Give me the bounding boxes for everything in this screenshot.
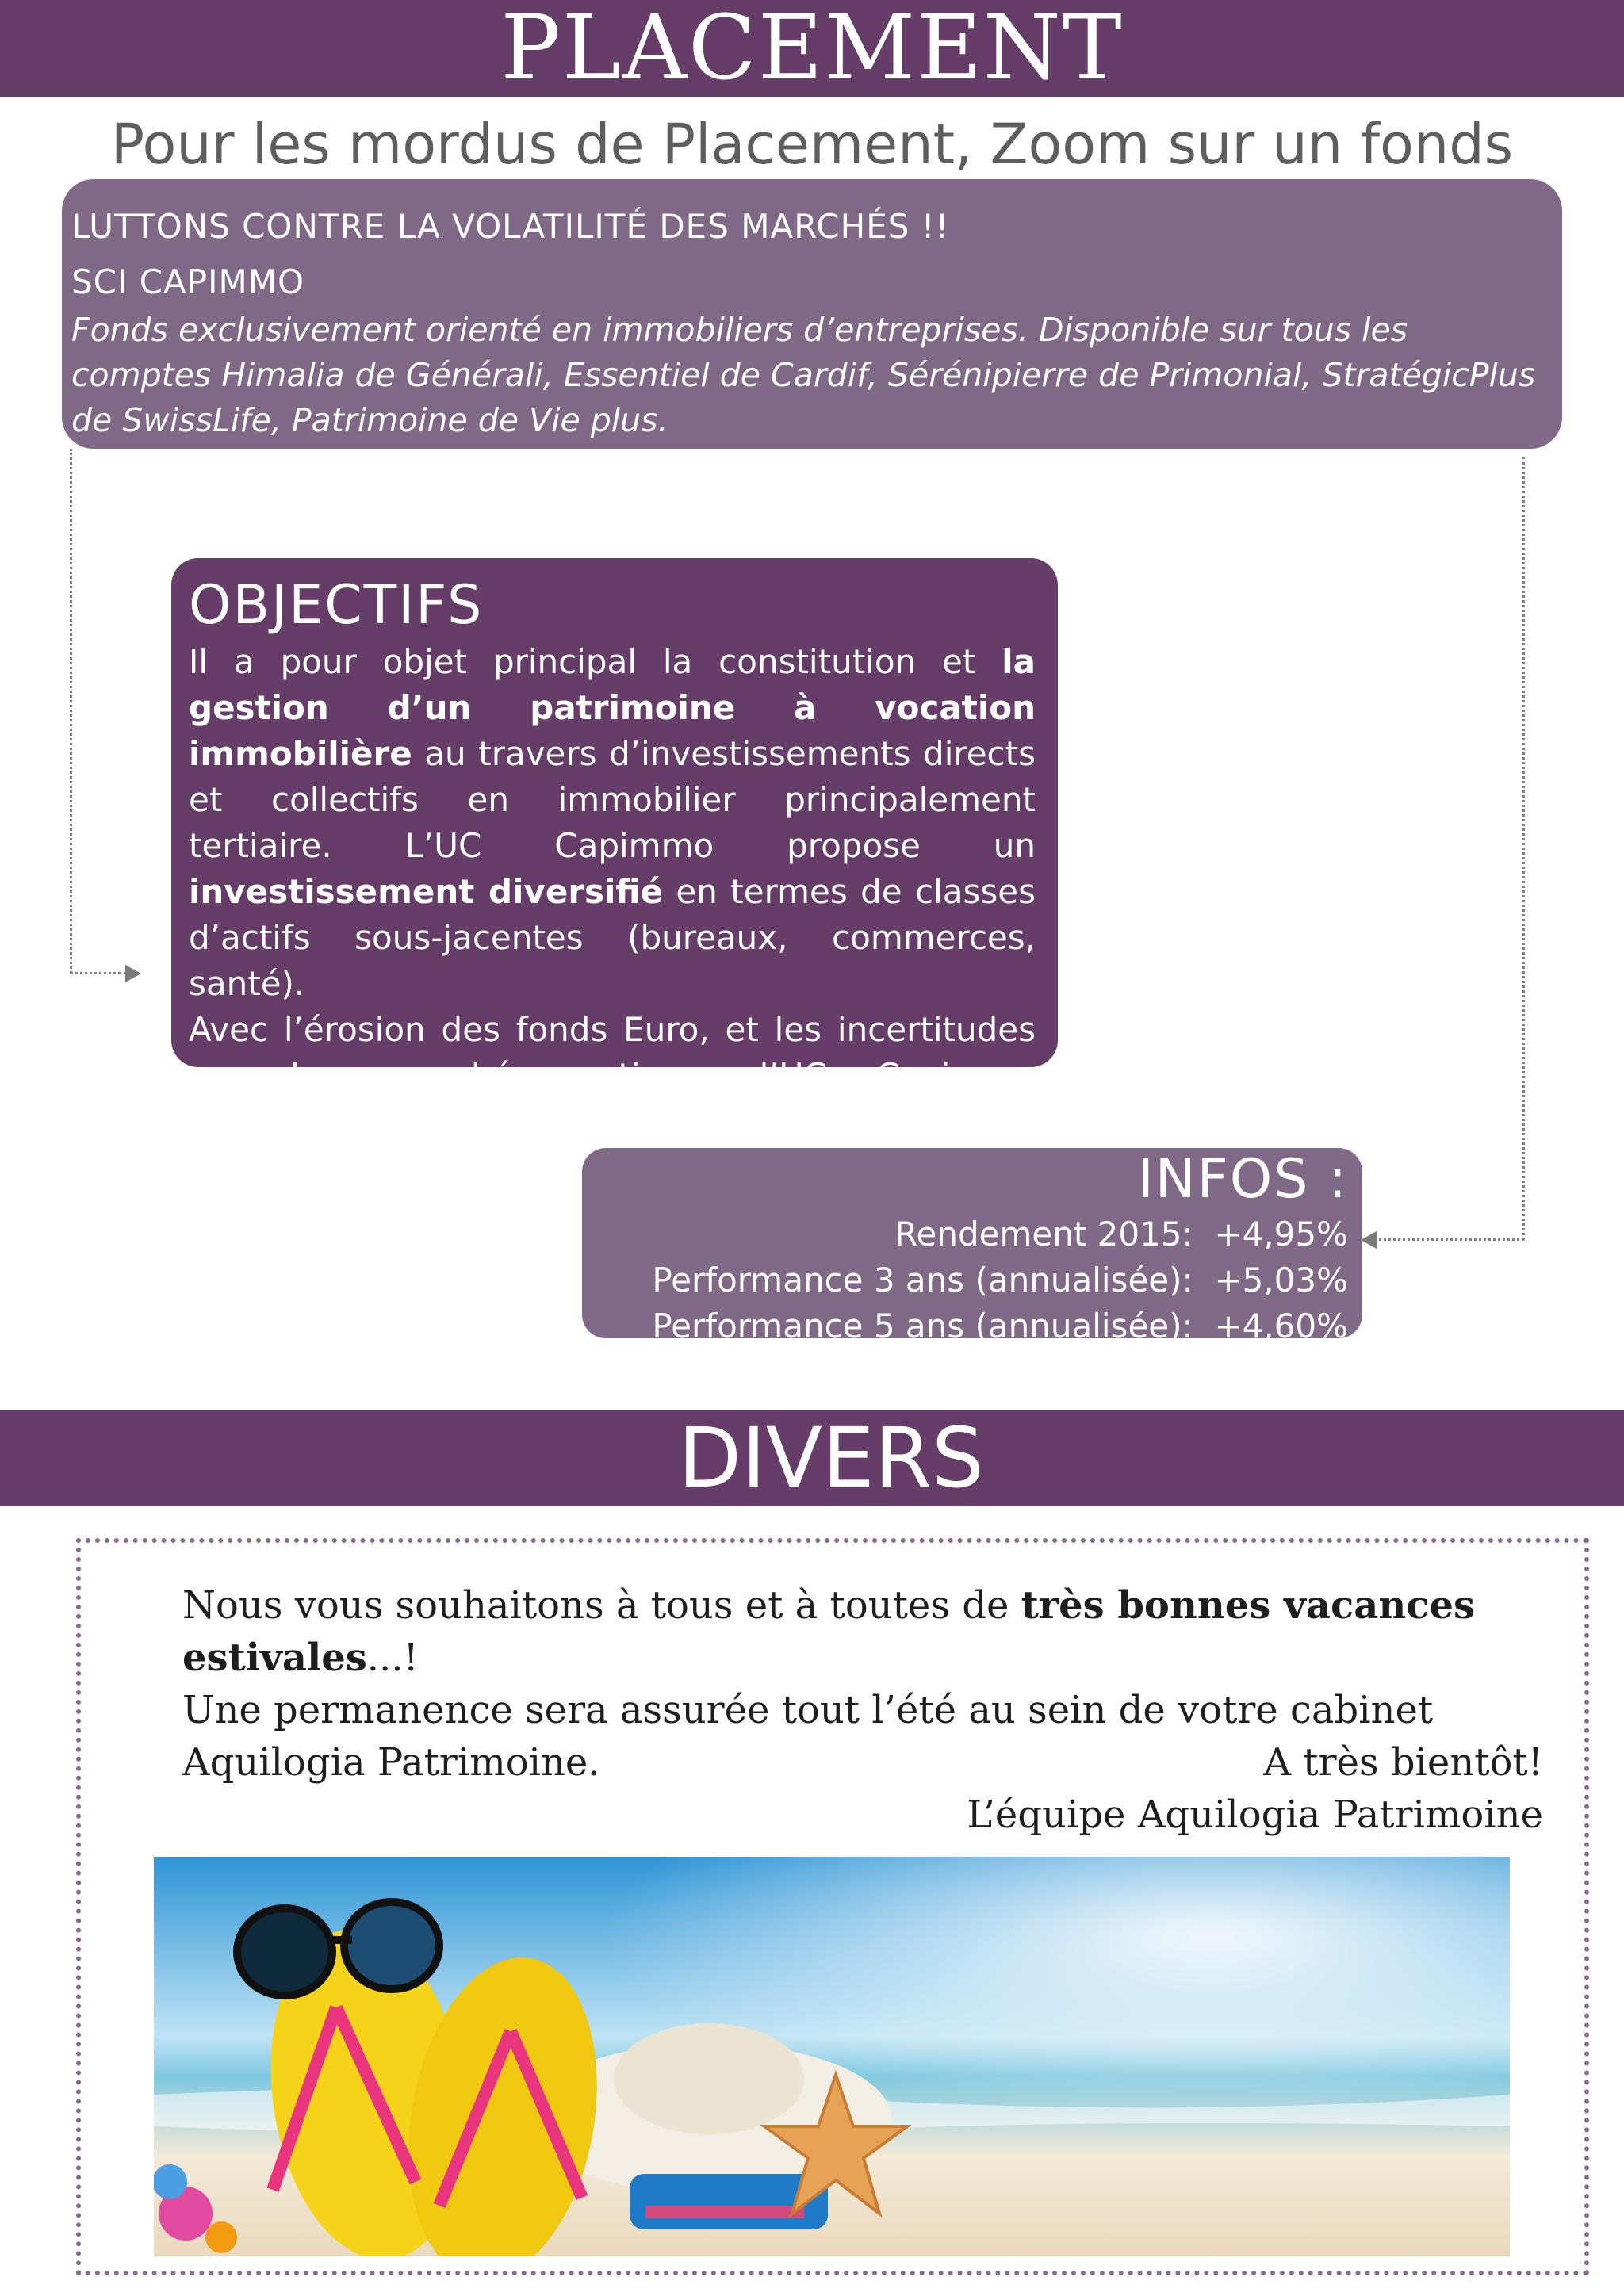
divers-title: DIVERS	[678, 1410, 984, 1506]
flower-orange	[205, 2221, 237, 2253]
flower-blue	[154, 2164, 187, 2199]
objectifs-box	[171, 558, 1058, 1141]
connector-left-vertical	[70, 449, 72, 974]
fund-description: Fonds exclusivement orienté en immobiliers d’entreprises. Disponible sur tous les comptes Himalia de Générali, Essentiel de Cardif, Sérénipierre de Primonial, StratégicPlus de SwissLife, Patrimoine de Vie plus.	[71, 311, 1536, 439]
section-subtitle: Pour les mordus de Placement, Zoom sur un fonds	[110, 112, 1514, 177]
objectifs-paragraph-1: Il a pour objet principal la constitution et la gestion d’un patrimoine à vocation immobilière au travers d’investissements directs et collectifs en immobilier principalement tertiaire. L’UC Capimmo propose un investissement diversifié en termes de classes d’actifs sous-jacentes (bureaux, commerces, santé).	[189, 642, 1036, 1003]
beach-photo	[154, 1857, 1510, 2256]
infos-heading: INFOS :	[1137, 1148, 1348, 1211]
info-row-rendement: Rendement 2015: +4,95%	[894, 1215, 1348, 1253]
divers-signature	[872, 1736, 1543, 1841]
connector-right-horizontal	[1373, 1238, 1524, 1241]
fund-name: SCI CAPIMMO	[71, 262, 305, 301]
straw-hat-crown	[614, 2023, 804, 2134]
objectifs-heading: OBJECTIFS	[189, 574, 484, 637]
signature-line-2: L’équipe Aquilogia Patrimoine	[967, 1793, 1543, 1837]
placement-title: PLACEMENT	[500, 0, 1124, 100]
divers-line-1: Nous vous souhaitons à tous et à toutes de très bonnes vacances estivales...!	[182, 1583, 1476, 1680]
arrow-right-icon	[125, 965, 141, 982]
info-row-perf-5-ans: Performance 5 ans (annualisée): +4,60%	[652, 1307, 1348, 1345]
placement-header-band	[0, 0, 1624, 100]
signature-line-1: A très bientôt!	[1263, 1740, 1543, 1785]
divers-line-2: Une permanence sera assurée tout l’été au sein de votre cabinet Aquilogia Patrimoine.	[182, 1688, 1434, 1785]
towel-stripe	[645, 2206, 804, 2218]
infos-box	[582, 1148, 1362, 1345]
connector-right-vertical	[1522, 457, 1525, 1240]
beach-illustration	[154, 1857, 1510, 2256]
objectifs-paragraph-2: Avec l’érosion des fonds Euro, et les incertitudes sur les marchés actions, l’UC Capimmo représente une alternative de choix.	[189, 1010, 1036, 1141]
divers-header-band	[0, 1410, 1624, 1506]
arrow-left-icon	[1361, 1231, 1377, 1249]
fund-intro-box	[62, 179, 1562, 449]
connector-left-horizontal	[70, 972, 127, 974]
intro-heading: LUTTONS CONTRE LA VOLATILITÉ DES MARCHÉS !!	[71, 207, 950, 246]
info-row-perf-3-ans: Performance 3 ans (annualisée): +5,03%	[652, 1261, 1348, 1299]
